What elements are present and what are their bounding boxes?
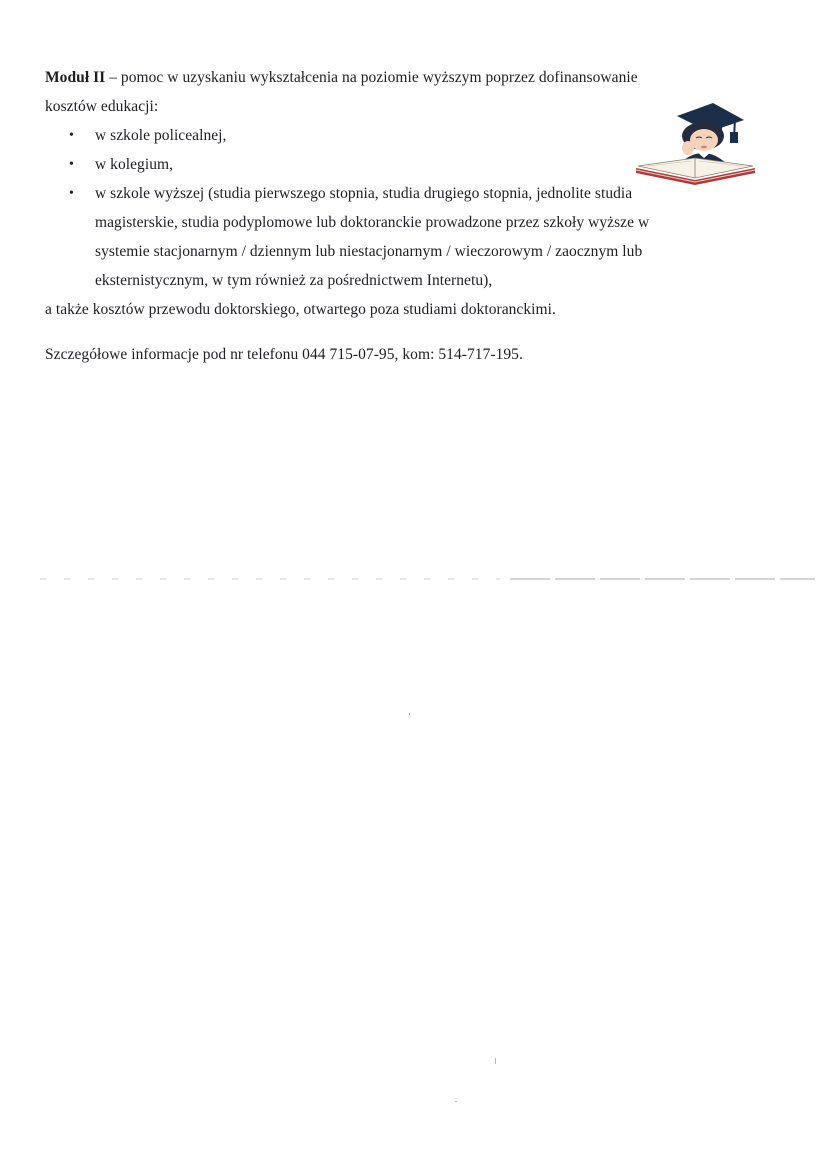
contact-info: Szczegółowe informacje pod nr telefonu 044 715-07-95, kom: 514-717-195. [45, 346, 523, 363]
scan-speck [409, 713, 410, 715]
closing-paragraph: a także kosztów przewodu doktorskiego, otwartego poza studiami doktoranckimi. [45, 301, 556, 318]
module-text [45, 63, 685, 369]
student-graduation-icon [633, 98, 758, 186]
list-item [45, 150, 685, 179]
education-list [45, 121, 685, 295]
list-item [45, 121, 685, 150]
bullet-icon: • [69, 186, 74, 201]
list-item-text: w szkole policealnej, [95, 127, 227, 144]
scan-speck [455, 1101, 457, 1102]
module-intro-text: – pomoc w uzyskaniu wykształcenia na poziomie wyższym poprzez dofinansowanie kosztów edukacji: [45, 69, 638, 115]
module-title: Moduł II [45, 69, 106, 86]
list-item [45, 179, 673, 295]
list-item-text: w kolegium, [95, 156, 174, 173]
bullet-icon: • [69, 128, 74, 143]
scan-artifact-line [40, 578, 815, 580]
bullet-icon: • [69, 157, 74, 172]
scan-speck [495, 1058, 496, 1064]
module-intro [45, 63, 685, 121]
list-item-text: w szkole wyższej (studia pierwszego stopnia, studia drugiego stopnia, jednolite studia magisterskie, studia podyplomowe lub doktoranckie prowadzone przez szkoły wyższe w systemie stacjonarnym / dziennym lub niestacjonarnym / wieczorowym / zaocznym lub eksternistycznym, w tym również za pośrednictwem Internetu), [95, 185, 650, 289]
